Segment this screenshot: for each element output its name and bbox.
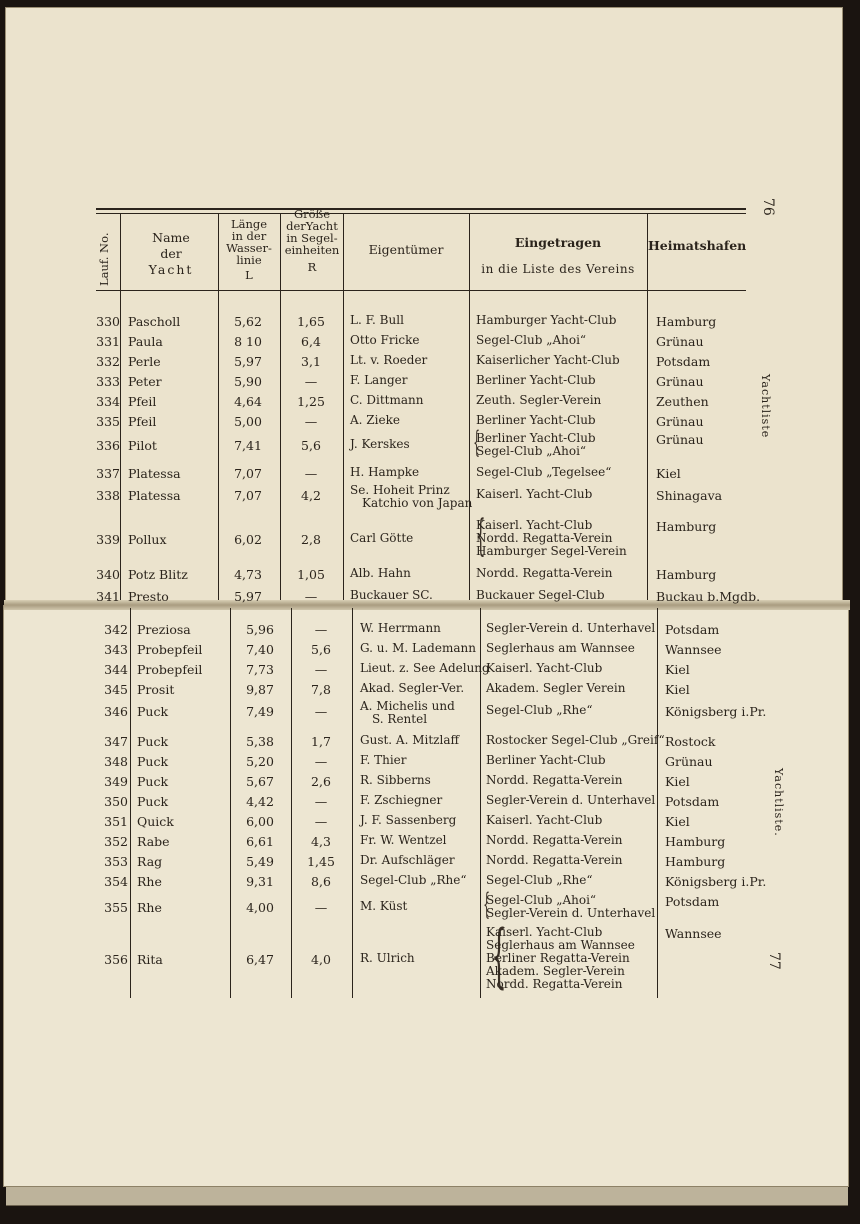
- table-row: [0, 354, 860, 374]
- waterline-length: 5,62: [234, 314, 262, 329]
- yacht-name: Probepfeil: [137, 662, 203, 677]
- owner: [350, 484, 472, 510]
- club-name: Kaiserl. Yacht-Club: [486, 661, 603, 675]
- owner: [360, 622, 441, 635]
- home-port: Grünau: [665, 754, 713, 769]
- owner-line: Otto Fricke: [350, 333, 420, 347]
- club-name: Berliner Regatta-Verein: [486, 951, 630, 965]
- club-name: Kaiserl. Yacht-Club: [486, 813, 603, 827]
- home-port: Kiel: [665, 662, 690, 677]
- row-number: 336: [96, 438, 120, 453]
- sail-units: —: [314, 704, 328, 719]
- yacht-name: Puck: [137, 754, 169, 769]
- sail-units: 4,3: [311, 834, 331, 849]
- club-list: [476, 334, 586, 347]
- table-row: [0, 754, 860, 774]
- yacht-name: Pascholl: [128, 314, 181, 329]
- waterline-length: 5,96: [246, 622, 274, 637]
- yacht-name: Presto: [128, 589, 169, 604]
- owner: [360, 642, 476, 655]
- yacht-name: Rita: [137, 952, 163, 967]
- owner: [350, 438, 410, 451]
- waterline-length: 5,90: [234, 374, 262, 389]
- sail-units: 1,25: [297, 394, 325, 409]
- club-name: Nordd. Regatta-Verein: [476, 566, 613, 580]
- owner: [360, 700, 455, 726]
- header-eingetragen: Eingetragen in die Liste des Vereins: [481, 235, 635, 276]
- home-port: Shinagava: [656, 488, 723, 503]
- sail-units: 2,8: [301, 532, 321, 547]
- club-list: [476, 374, 596, 387]
- table-row: [0, 662, 860, 682]
- owner-line: A. Michelis und: [360, 699, 455, 713]
- club-name: Kaiserl. Yacht-Club: [476, 487, 593, 501]
- home-port: Hamburg: [665, 854, 726, 869]
- owner-line: F. Langer: [350, 373, 408, 387]
- waterline-length: 4,42: [246, 794, 274, 809]
- row-number: 343: [104, 642, 128, 657]
- row-number: 331: [96, 334, 120, 349]
- brace-icon: {: [473, 424, 480, 460]
- club-list: [486, 662, 602, 675]
- sail-units: —: [314, 622, 328, 637]
- owner-line: Se. Hoheit Prinz: [350, 483, 450, 497]
- table-row: [0, 774, 860, 794]
- club-name: Hamburger Yacht-Club: [476, 313, 617, 327]
- club-name: Nordd. Regatta-Verein: [486, 833, 623, 847]
- row-number: 347: [104, 734, 128, 749]
- club-list: [476, 314, 616, 327]
- yacht-name: Potz Blitz: [128, 567, 188, 582]
- owner: [360, 952, 415, 965]
- owner: [350, 334, 420, 347]
- club-name: Berliner Yacht-Club: [476, 373, 596, 387]
- sail-units: 5,6: [311, 642, 331, 657]
- club-name: Seglerhaus am Wannsee: [486, 938, 635, 952]
- club-list: [486, 734, 665, 747]
- table-row: [0, 854, 860, 874]
- table-row: [0, 874, 860, 894]
- owner-line: S. Rentel: [372, 712, 428, 726]
- owner: [360, 662, 490, 675]
- row-number: 341: [96, 589, 120, 604]
- row-number: 355: [104, 900, 128, 915]
- brace-icon: {: [491, 916, 507, 996]
- table-row: [0, 734, 860, 754]
- yacht-name: Paula: [128, 334, 163, 349]
- yacht-name: Probepfeil: [137, 642, 203, 657]
- owner-line: Segel-Club „Rhe“: [360, 873, 467, 887]
- owner: [350, 394, 423, 407]
- waterline-length: 5,67: [246, 774, 274, 789]
- home-port: Kiel: [656, 466, 681, 481]
- waterline-length: 4,00: [246, 900, 274, 915]
- home-port: Hamburg: [656, 519, 717, 534]
- owner-line: Fr. W. Wentzel: [360, 833, 447, 847]
- club-name: Nordd. Regatta-Verein: [486, 773, 623, 787]
- table-row: [0, 414, 860, 434]
- table-row: [0, 424, 860, 460]
- owner-line: Buckauer SC.: [350, 588, 433, 602]
- row-number: 350: [104, 794, 128, 809]
- waterline-length: 7,40: [246, 642, 274, 657]
- owner-line: L. F. Bull: [350, 313, 404, 327]
- sail-units: 7,8: [311, 682, 331, 697]
- club-list: [476, 414, 596, 427]
- yacht-name: Puck: [137, 704, 169, 719]
- owner: [350, 414, 400, 427]
- row-number: 352: [104, 834, 128, 849]
- row-number: 344: [104, 662, 128, 677]
- home-port: Königsberg i.Pr.: [665, 874, 767, 889]
- header-lauf-no: Lauf. No.: [97, 232, 111, 286]
- yacht-name: Preziosa: [137, 622, 191, 637]
- club-name: Zeuth. Segler-Verein: [476, 393, 602, 407]
- row-number: 342: [104, 622, 128, 637]
- yacht-name: Quick: [137, 814, 174, 829]
- owner-line: Alb. Hahn: [350, 566, 411, 580]
- yacht-name: Platessa: [128, 488, 181, 503]
- row-number: 348: [104, 754, 128, 769]
- club-name: Segel-Club „Rhe“: [486, 873, 593, 887]
- waterline-length: 6,61: [246, 834, 274, 849]
- sail-units: —: [314, 900, 328, 915]
- sail-units: 4,0: [311, 952, 331, 967]
- yacht-name: Platessa: [128, 466, 181, 481]
- owner: [360, 682, 464, 695]
- club-list: [476, 567, 612, 580]
- waterline-length: 7,07: [234, 466, 262, 481]
- waterline-length: 4,64: [234, 394, 262, 409]
- club-list: [486, 622, 655, 635]
- table-row: [0, 794, 860, 814]
- club-name: Berliner Yacht-Club: [486, 753, 606, 767]
- row-number: 349: [104, 774, 128, 789]
- row-number: 356: [104, 952, 128, 967]
- sail-units: —: [304, 589, 318, 604]
- table-row: [0, 642, 860, 662]
- club-list: [486, 854, 622, 867]
- club-list: [486, 794, 655, 807]
- table-row: [0, 622, 860, 642]
- sail-units: 1,45: [307, 854, 335, 869]
- owner-line: Akad. Segler-Ver.: [360, 681, 465, 695]
- row-number: 339: [96, 532, 120, 547]
- table-row: [0, 834, 860, 854]
- owner-line: A. Zieke: [350, 413, 400, 427]
- home-port: Königsberg i.Pr.: [665, 704, 767, 719]
- owner-line: Katchio von Japan: [362, 496, 473, 510]
- row-number: 330: [96, 314, 120, 329]
- table-row: [0, 589, 860, 609]
- table-row: [0, 374, 860, 394]
- owner-line: J. F. Sassenberg: [360, 813, 457, 827]
- owner-line: W. Herrmann: [360, 621, 441, 635]
- owner-line: Lieut. z. See Adelung: [360, 661, 490, 675]
- row-number: 335: [96, 414, 120, 429]
- waterline-length: 5,97: [234, 354, 262, 369]
- sail-units: 3,1: [301, 354, 321, 369]
- home-port: Grünau: [656, 374, 704, 389]
- yacht-name: Puck: [137, 774, 169, 789]
- club-list: [486, 834, 622, 847]
- club-name: Segel-Club „Ahoi“: [486, 892, 597, 907]
- owner-line: F. Zschiegner: [360, 793, 443, 807]
- yacht-name: Rabe: [137, 834, 170, 849]
- home-port: Potsdam: [665, 622, 720, 637]
- home-port: Zeuthen: [656, 394, 709, 409]
- owner-line: H. Hampke: [350, 465, 420, 479]
- club-list: [476, 432, 596, 458]
- yacht-name: Puck: [137, 734, 169, 749]
- yacht-name: Perle: [128, 354, 161, 369]
- club-name: Akadem. Segler-Verein: [486, 964, 625, 978]
- club-name: Hamburger Segel-Verein: [476, 544, 627, 558]
- home-port: Wannsee: [665, 642, 722, 657]
- club-list: [486, 894, 655, 920]
- header-eigentuemer: Eigentümer: [368, 242, 444, 257]
- club-name: Berliner Yacht-Club: [476, 430, 596, 445]
- table-row: [0, 314, 860, 334]
- row-number: 337: [96, 466, 120, 481]
- header-groesse: Größe derYacht in Segel- einheiten R: [284, 207, 340, 274]
- owner: [350, 466, 419, 479]
- home-port: Rostock: [665, 734, 716, 749]
- club-name: Buckauer Segel-Club: [476, 588, 605, 602]
- waterline-length: 9,31: [246, 874, 274, 889]
- yacht-name: Pfeil: [128, 414, 157, 429]
- club-name: Nordd. Regatta-Verein: [476, 531, 613, 545]
- home-port: Grünau: [656, 334, 704, 349]
- running-head-bottom: Yachtliste.: [772, 768, 785, 837]
- club-name: Nordd. Regatta-Verein: [486, 853, 623, 867]
- table-row: [0, 483, 860, 510]
- row-number: 332: [96, 354, 120, 369]
- owner-line: M. Küst: [360, 899, 408, 913]
- sail-units: 1,7: [311, 734, 331, 749]
- club-name: Berliner Yacht-Club: [476, 413, 596, 427]
- yacht-name: Peter: [128, 374, 162, 389]
- table-top-rule: [96, 208, 746, 210]
- row-number: 334: [96, 394, 120, 409]
- brace-icon: {: [475, 511, 486, 561]
- club-list: [475, 511, 627, 561]
- club-name: Akadem. Segler Verein: [486, 681, 626, 695]
- club-name: Seglerhaus am Wannsee: [486, 641, 635, 655]
- owner: [360, 814, 456, 827]
- owner-line: Dr. Aufschläger: [360, 853, 455, 867]
- yacht-name: Pollux: [128, 532, 167, 547]
- home-port: Hamburg: [656, 314, 717, 329]
- waterline-length: 5,49: [246, 854, 274, 869]
- running-head-top: Yachtliste: [759, 374, 772, 439]
- club-name: Segel-Club „Ahoi“: [476, 443, 587, 458]
- owner-line: G. u. M. Lademann: [360, 641, 476, 655]
- club-name: Kaiserl. Yacht-Club: [486, 925, 603, 939]
- club-list: [476, 394, 601, 407]
- home-port: Potsdam: [665, 794, 720, 809]
- owner-line: Lt. v. Roeder: [350, 353, 428, 367]
- club-list: [476, 589, 605, 602]
- owner: [360, 874, 466, 887]
- owner: [350, 532, 413, 545]
- home-port: Buckau b.Mgdb.: [656, 589, 761, 604]
- sail-units: —: [314, 814, 328, 829]
- table-row: [0, 814, 860, 834]
- sail-units: 1,65: [297, 314, 325, 329]
- club-list: [486, 814, 602, 827]
- home-port: Grünau: [656, 431, 704, 447]
- home-port: Potsdam: [656, 354, 711, 369]
- owner-line: Carl Götte: [350, 531, 414, 545]
- club-list: [486, 754, 606, 767]
- sail-units: 4,2: [301, 488, 321, 503]
- table-row: [0, 699, 860, 726]
- waterline-length: 7,73: [246, 662, 274, 677]
- yacht-name: Pfeil: [128, 394, 157, 409]
- sail-units: —: [304, 466, 318, 481]
- club-name: Nordd. Regatta-Verein: [486, 977, 623, 991]
- owner-line: R. Sibberns: [360, 773, 431, 787]
- row-number: 340: [96, 567, 120, 582]
- owner: [360, 754, 407, 767]
- row-number: 351: [104, 814, 128, 829]
- owner: [350, 314, 404, 327]
- home-port: Kiel: [665, 682, 690, 697]
- table-row: [0, 567, 860, 587]
- yacht-name: Rag: [137, 854, 163, 869]
- waterline-length: 6,00: [246, 814, 274, 829]
- table-row: [0, 916, 860, 996]
- home-port: Kiel: [665, 774, 690, 789]
- brace-icon: {: [483, 886, 490, 922]
- club-name: Kaiserlicher Yacht-Club: [476, 353, 620, 367]
- home-port: Hamburg: [665, 834, 726, 849]
- club-name: Segel-Club „Tegelsee“: [476, 465, 612, 479]
- waterline-length: 7,49: [246, 704, 274, 719]
- owner: [360, 794, 442, 807]
- owner: [350, 374, 407, 387]
- yacht-name: Puck: [137, 794, 169, 809]
- club-list: [486, 874, 592, 887]
- club-list: [476, 466, 611, 479]
- club-name: Segler-Verein d. Unterhavel: [486, 905, 656, 920]
- waterline-length: 6,02: [234, 532, 262, 547]
- row-number: 346: [104, 704, 128, 719]
- home-port: Potsdam: [665, 893, 720, 909]
- waterline-length: 5,38: [246, 734, 274, 749]
- club-name: Segel-Club „Rhe“: [486, 703, 593, 717]
- header-laenge: Länge in der Wasser- linie L: [226, 217, 272, 282]
- club-list: [476, 488, 592, 501]
- club-list: [476, 354, 620, 367]
- row-number: 345: [104, 682, 128, 697]
- table-top-rule-thin: [96, 213, 746, 214]
- owner: [360, 774, 431, 787]
- sail-units: 2,6: [311, 774, 331, 789]
- waterline-length: 7,07: [234, 488, 262, 503]
- club-list: [486, 704, 592, 717]
- owner: [360, 854, 455, 867]
- owner-line: F. Thier: [360, 753, 407, 767]
- waterline-length: 5,97: [234, 589, 262, 604]
- table-row: [0, 886, 860, 922]
- owner: [360, 834, 447, 847]
- sail-units: —: [304, 414, 318, 429]
- owner: [350, 567, 411, 580]
- club-name: Segler-Verein d. Unterhavel: [486, 793, 656, 807]
- club-list: [486, 774, 622, 787]
- club-name: Segel-Club „Ahoi“: [476, 333, 587, 347]
- owner: [360, 900, 407, 913]
- club-name: Segler-Verein d. Unterhavel: [486, 621, 656, 635]
- sail-units: 5,6: [301, 438, 321, 453]
- owner-line: J. Kerskes: [350, 437, 410, 451]
- owner-line: Gust. A. Mitzlaff: [360, 733, 460, 747]
- book-edge: [6, 1186, 848, 1206]
- yacht-name: Rhe: [137, 900, 162, 915]
- club-list: [486, 916, 635, 996]
- waterline-length: 7,41: [234, 438, 262, 453]
- header-name: Name der Yacht: [148, 230, 194, 277]
- owner: [360, 734, 459, 747]
- waterline-length: 4,73: [234, 567, 262, 582]
- table-row: [0, 394, 860, 414]
- home-port: Grünau: [656, 414, 704, 429]
- waterline-length: 9,87: [246, 682, 274, 697]
- owner-line: C. Dittmann: [350, 393, 424, 407]
- yacht-name: Prosit: [137, 682, 175, 697]
- sail-units: 8,6: [311, 874, 331, 889]
- waterline-length: 5,20: [246, 754, 274, 769]
- club-name: Kaiserl. Yacht-Club: [476, 518, 593, 532]
- sail-units: 6,4: [301, 334, 321, 349]
- home-port: Hamburg: [656, 567, 717, 582]
- yacht-name: Rhe: [137, 874, 162, 889]
- table-row: [0, 334, 860, 354]
- sail-units: —: [314, 754, 328, 769]
- waterline-length: 8 10: [234, 334, 262, 349]
- row-number: 338: [96, 488, 120, 503]
- sail-units: 1,05: [297, 567, 325, 582]
- owner-line: R. Ulrich: [360, 951, 415, 965]
- club-list: [486, 682, 625, 695]
- waterline-length: 5,00: [234, 414, 262, 429]
- club-list: [486, 642, 635, 655]
- row-number: 333: [96, 374, 120, 389]
- owner: [350, 354, 427, 367]
- row-number: 353: [104, 854, 128, 869]
- header-heimatshafen: Heimatshafen: [648, 238, 747, 253]
- header-bottom-rule: [96, 290, 746, 291]
- sail-units: —: [314, 794, 328, 809]
- home-port: Wannsee: [665, 926, 722, 941]
- page-number-top: 76: [760, 198, 776, 216]
- sail-units: —: [314, 662, 328, 677]
- waterline-length: 6,47: [246, 952, 274, 967]
- page-number-bottom: 77: [766, 952, 782, 970]
- page-76: [6, 8, 842, 606]
- table-row: [0, 511, 860, 561]
- yacht-name: Pilot: [128, 438, 157, 453]
- home-port: Kiel: [665, 814, 690, 829]
- row-number: 354: [104, 874, 128, 889]
- club-name: Rostocker Segel-Club „Greif“: [486, 733, 665, 747]
- owner: [350, 589, 433, 602]
- sail-units: —: [304, 374, 318, 389]
